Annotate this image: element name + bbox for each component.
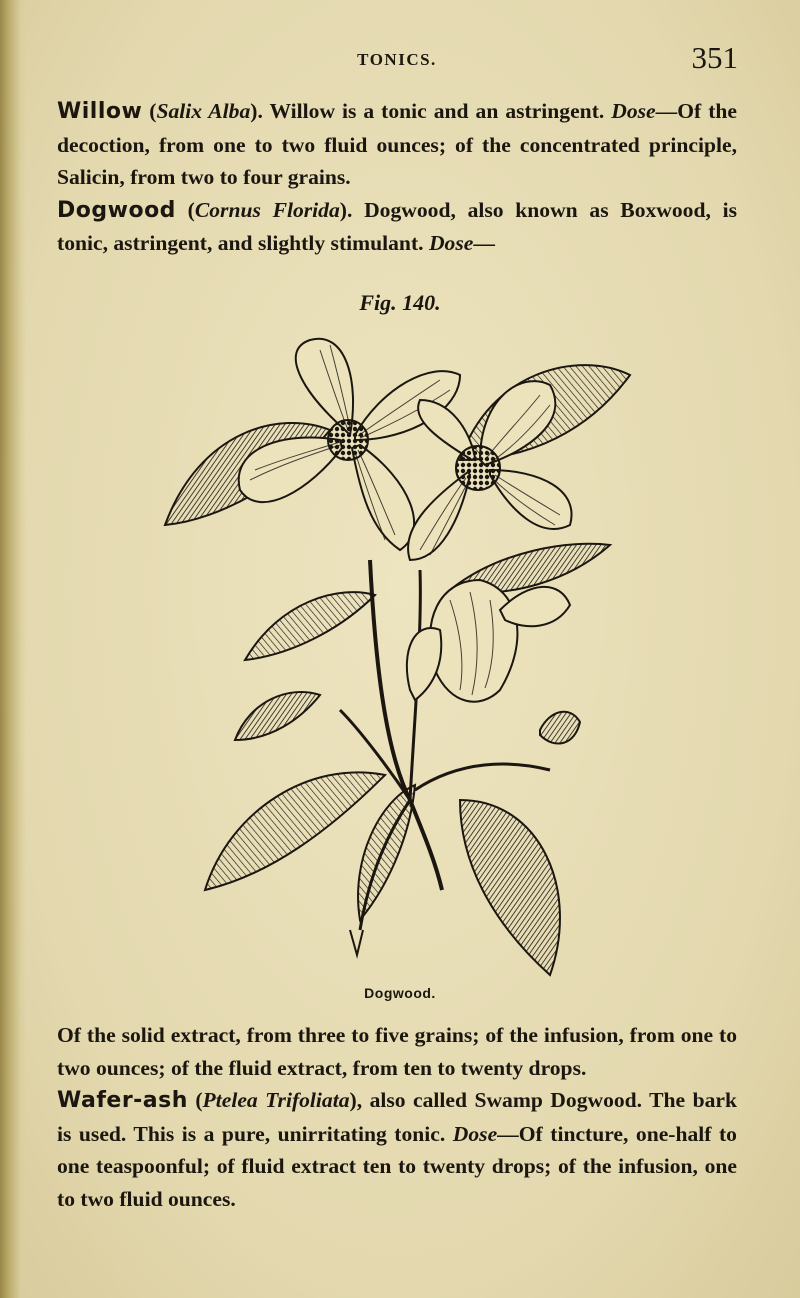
wafer-ash-entry: Wafer-ash (Ptelea Trifoliata), also called Swamp Dogwood. The bark is used. This is a pure, unirritating tonic. Dose—Of tincture, one-half to one teaspoonful; of fluid extract ten to twenty drops; of the infusion, one to two fluid ounces.	[57, 1088, 737, 1211]
figure-caption: Dogwood.	[364, 985, 436, 1001]
page-binding-edge	[0, 0, 26, 1298]
figure-label: Fig. 140.	[359, 290, 441, 315]
dogwood-headword: Dogwood	[57, 197, 176, 223]
page-number: 351	[691, 40, 738, 75]
dogwood-latin-name: Cornus Florida	[194, 197, 340, 222]
dogwood-entry: Dogwood (Cornus Florida). Dogwood, also known as Boxwood, is tonic, astringent, and slightly stimulant. Dose—	[57, 197, 737, 255]
dogwood-dose-label: Dose	[428, 231, 474, 255]
wafer-ash-headword: Wafer-ash	[57, 1088, 188, 1113]
wafer-ash-latin-name: Ptelea Trifoliata	[202, 1088, 350, 1112]
page-header	[52, 40, 742, 75]
willow-dose-label: Dose	[611, 99, 656, 123]
willow-description: Willow is a tonic and an astringent.	[269, 99, 605, 123]
wafer-ash-description: , also called Swamp Dogwood. The bark is used. This is a pure, unirritating tonic.	[57, 1088, 737, 1146]
willow-headword: Willow	[57, 99, 143, 124]
dogwood-description: Dogwood, also known as Boxwood, is tonic, astringent, and slightly stimulant.	[57, 197, 737, 255]
willow-dose-text: —Of the decoction, from one to two fluid ounces; of the concentrated principle, Salicin, from two to four grains.	[57, 99, 737, 189]
running-title: TONICS.	[357, 50, 437, 69]
top-text-block	[57, 95, 737, 260]
wafer-ash-dose-text: —Of tincture, one-half to one teaspoonful; of fluid extract ten to twenty drops; of the infusion, one to two fluid ounces.	[57, 1121, 737, 1211]
willow-latin-name: Salix Alba	[156, 99, 251, 123]
dogwood-flower-engraving-icon	[160, 330, 640, 980]
dogwood-dose-continuation: Of the solid extract, from three to five grains; of the infusion, from one to two ounces; of the fluid extract, from ten to twenty drops.	[57, 1023, 737, 1080]
willow-entry: Willow (Salix Alba). Willow is a tonic and an astringent. Dose—Of the decoction, from one to two fluid ounces; of the concentrated principle, Salicin, from two to four grains.	[57, 99, 737, 189]
wafer-ash-dose-label: Dose	[452, 1121, 498, 1146]
dogwood-dose-dash: —	[473, 231, 495, 255]
bottom-text-block	[57, 1019, 737, 1215]
